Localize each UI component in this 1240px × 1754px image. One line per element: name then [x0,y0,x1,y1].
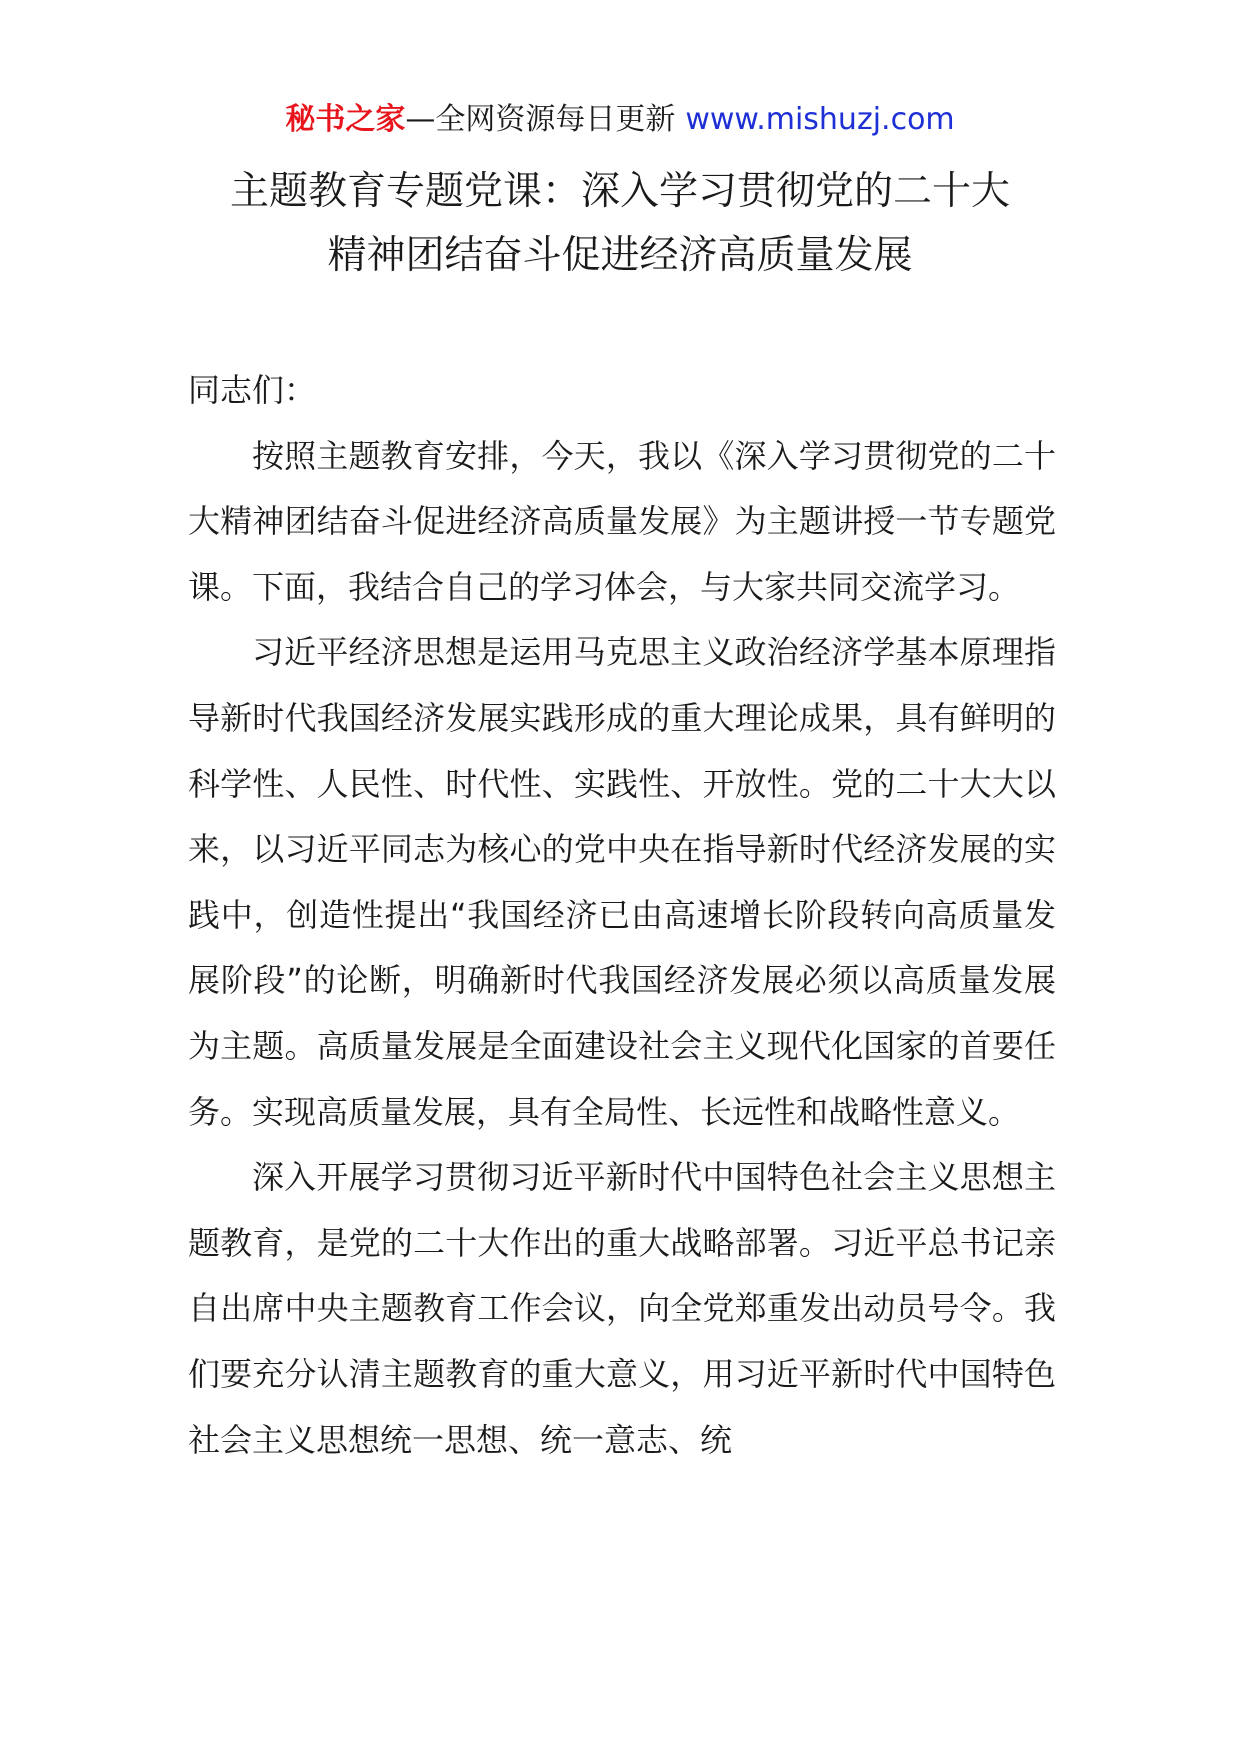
header-tagline: 全网资源每日更新 [435,102,676,137]
paragraph: 深入开展学习贯彻习近平新时代中国特色社会主义思想主题教育，是党的二十大作出的重大战略部署。习近平总书记亲自出席中央主题教育工作会议，向全党郑重发出动员号令。我们要充分认清主题教育的重大意义，用习近平新时代中国特色社会主义思想统一思想、统一意志、统 [188,1158,1056,1459]
title-line-2: 精神团结奋斗促进经济高质量发展 [327,233,913,278]
document-title [150,160,1090,288]
site-url-link[interactable]: www.mishuzj.com [685,102,955,137]
header-dash: — [405,102,436,137]
salutation: 同志们： [188,371,317,409]
paragraph: 按照主题教育安排，今天，我以《深入学习贯彻党的二十大精神团结奋斗促进经济高质量发展》为主题讲授一节专题党课。下面，我结合自己的学习体会，与大家共同交流学习。 [188,436,1056,606]
site-header [0,100,1240,140]
brand-name: 秘书之家 [285,102,406,137]
document-body [188,358,1056,1473]
title-line-1: 主题教育专题党课：深入学习贯彻党的二十大 [229,169,1010,214]
paragraph: 习近平经济思想是运用马克思主义政治经济学基本原理指导新时代我国经济发展实践形成的重大理论成果，具有鲜明的科学性、人民性、时代性、实践性、开放性。党的二十大大以来，以习近平同志为核心的党中央在指导新时代经济发展的实践中，创造性提出“我国经济已由高速增长阶段转向高质量发展阶段”的论断，明确新时代我国经济发展必须以高质量发展为主题。高质量发展是全面建设社会主义现代化国家的首要任务。实现高质量发展，具有全局性、长远性和战略性意义。 [188,633,1056,1131]
